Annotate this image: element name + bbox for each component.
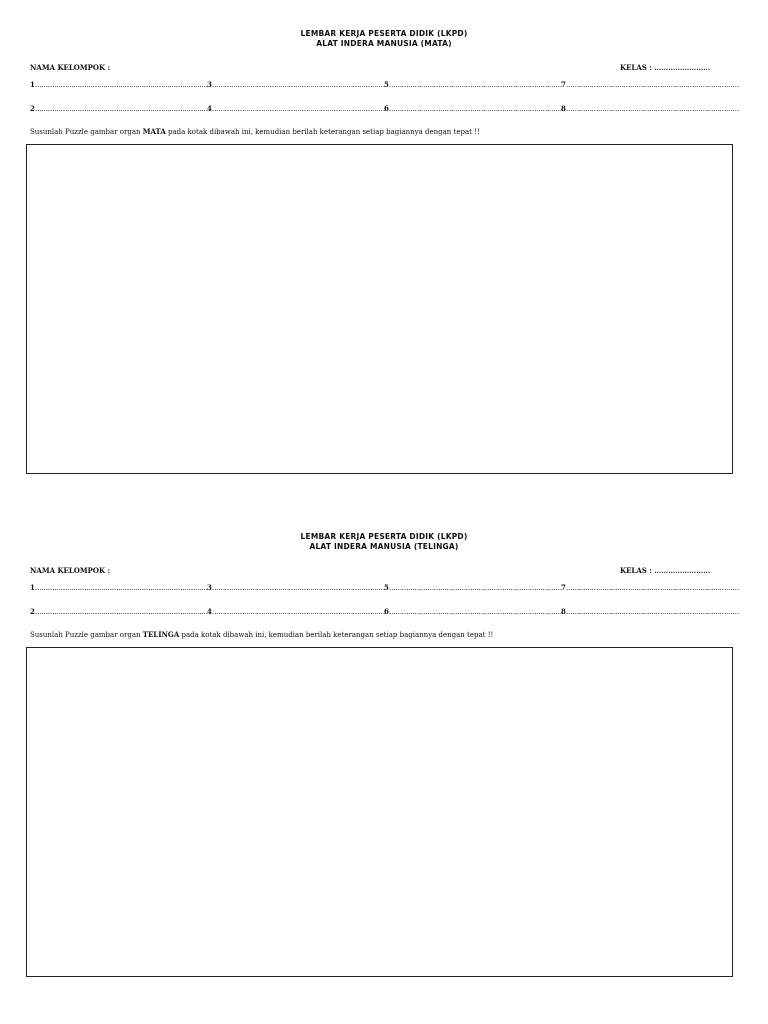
member-number: 6	[384, 104, 389, 113]
member-number: 3	[207, 583, 212, 592]
class-field[interactable]: KELAS : ……………………	[620, 566, 711, 575]
group-name-label: NAMA KELOMPOK :	[30, 566, 111, 575]
fill-line: ………………………………………………………………………	[211, 105, 385, 113]
member-field-2[interactable]	[30, 104, 208, 114]
member-number: 6	[384, 607, 389, 616]
puzzle-answer-box[interactable]	[26, 144, 733, 474]
fill-line: ………………………………………………………………………	[388, 584, 562, 592]
fill-line: ………………………………………………………………………	[388, 81, 562, 89]
fill-line: ………………………………………………………………………	[388, 608, 562, 616]
member-field-6[interactable]	[384, 607, 562, 617]
worksheet-title: LEMBAR KERJA PESERTA DIDIK (LKPD)	[300, 532, 468, 541]
member-field-3[interactable]	[207, 80, 385, 90]
member-field-4[interactable]	[207, 104, 385, 114]
member-number: 1	[30, 80, 35, 89]
fill-line: ………………………………………………………………………	[34, 105, 208, 113]
worksheet-subtitle: ALAT INDERA MANUSIA (TELINGA)	[309, 542, 459, 551]
fill-line: ………………………………………………………………………	[565, 608, 739, 616]
member-field-3[interactable]	[207, 583, 385, 593]
worksheet-subtitle: ALAT INDERA MANUSIA (MATA)	[316, 39, 452, 48]
member-field-8[interactable]	[561, 104, 739, 114]
fill-line: ………………………………………………………………………	[211, 608, 385, 616]
member-field-7[interactable]	[561, 80, 739, 90]
fill-line: ………………………………………………………………………	[34, 608, 208, 616]
member-number: 2	[30, 104, 35, 113]
member-number: 7	[561, 583, 566, 592]
organ-name: TELINGA	[142, 630, 180, 639]
member-field-5[interactable]	[384, 80, 562, 90]
organ-name: MATA	[142, 127, 166, 136]
member-number: 4	[207, 104, 212, 113]
member-number: 8	[561, 607, 566, 616]
member-number: 2	[30, 607, 35, 616]
worksheet-title: LEMBAR KERJA PESERTA DIDIK (LKPD)	[300, 29, 468, 38]
fill-line: ………………………………………………………………………	[388, 105, 562, 113]
member-number: 5	[384, 80, 389, 89]
member-field-5[interactable]	[384, 583, 562, 593]
instruction-text: Susunlah Puzzle gambar organ MATA pada kotak dibawah ini, kemudian berilah keterangan setiap bagiannya dengan tepat !!	[30, 127, 480, 136]
member-field-6[interactable]	[384, 104, 562, 114]
fill-line: ………………………………………………………………………	[211, 584, 385, 592]
member-number: 8	[561, 104, 566, 113]
member-field-4[interactable]	[207, 607, 385, 617]
member-field-8[interactable]	[561, 607, 739, 617]
fill-line: ………………………………………………………………………	[34, 584, 208, 592]
member-field-1[interactable]	[30, 583, 208, 593]
member-number: 5	[384, 583, 389, 592]
member-number: 1	[30, 583, 35, 592]
fill-line: ………………………………………………………………………	[34, 81, 208, 89]
member-number: 7	[561, 80, 566, 89]
class-field[interactable]: KELAS : ……………………	[620, 63, 711, 72]
group-name-label: NAMA KELOMPOK :	[30, 63, 111, 72]
member-number: 3	[207, 80, 212, 89]
fill-line: ………………………………………………………………………	[565, 584, 739, 592]
member-field-1[interactable]	[30, 80, 208, 90]
instruction-text: Susunlah Puzzle gambar organ TELINGA pada kotak dibawah ini, kemudian berilah keterangan setiap bagiannya dengan tepat !!	[30, 630, 494, 639]
fill-line: ………………………………………………………………………	[565, 81, 739, 89]
member-field-7[interactable]	[561, 583, 739, 593]
member-field-2[interactable]	[30, 607, 208, 617]
fill-line: ………………………………………………………………………	[211, 81, 385, 89]
fill-line: ………………………………………………………………………	[565, 105, 739, 113]
puzzle-answer-box[interactable]	[26, 647, 733, 977]
member-number: 4	[207, 607, 212, 616]
